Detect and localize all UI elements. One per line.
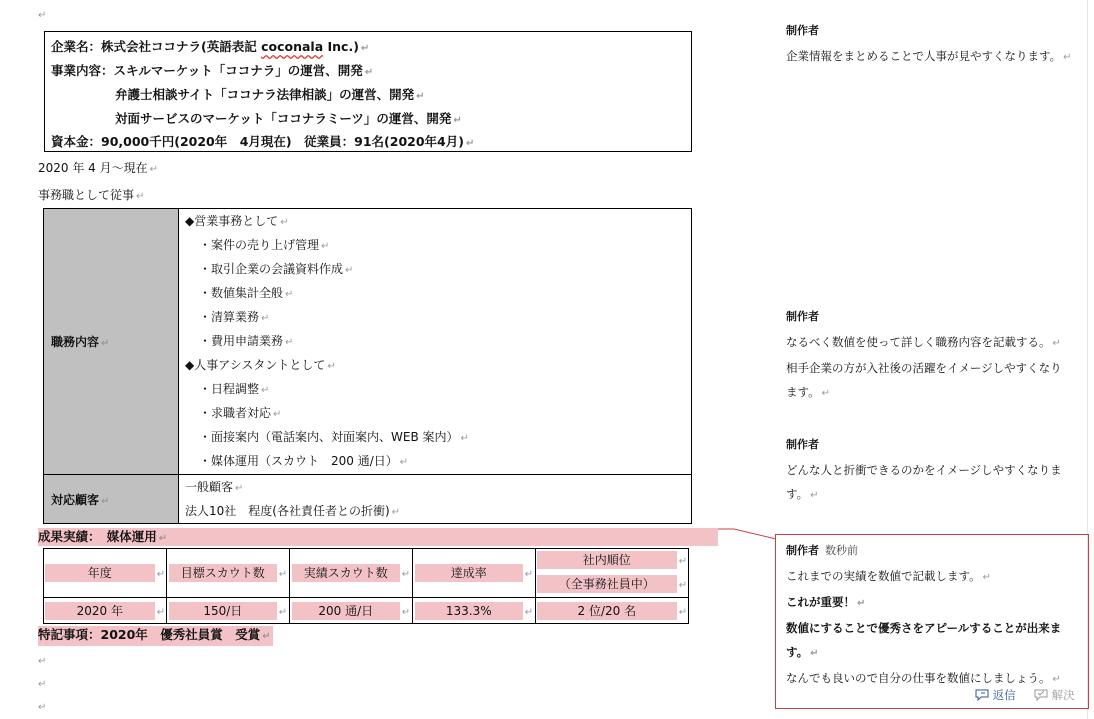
duties-content-cell[interactable] (179, 209, 692, 475)
results-value-cell: 200 通/日 ↵ (290, 598, 413, 624)
paragraph-mark: ↵ (136, 191, 145, 202)
comment-author: 制作者 数秒前 (786, 544, 858, 557)
business-line-1 (51, 61, 373, 79)
duties-label: 職務内容 (51, 335, 100, 349)
business-text-2: 弁護士相談サイト「ココナラ法律相談」の運営、開発 (115, 87, 415, 102)
comment-author: 制作者 (786, 310, 819, 323)
company-name-tail: Inc.) (323, 39, 359, 54)
reply-icon (975, 689, 989, 701)
paragraph-mark: ↵ (38, 656, 47, 667)
comment-2[interactable] (786, 308, 1078, 406)
comment-time: 数秒前 (825, 544, 858, 557)
role-line (38, 186, 144, 203)
reply-button[interactable] (975, 687, 1016, 703)
clients-label: 対応顧客 (51, 492, 100, 507)
duty-item: ◆営業事務として ↵ (185, 214, 289, 228)
capital-text: 資本金：90,000千円(2020年 4月現在) 従業員：91名(2020年4月) (51, 134, 464, 149)
comment-4[interactable] (786, 542, 1078, 692)
business-line-2 (115, 85, 425, 103)
duty-item: ・取引企業の会議資料作成 ↵ (199, 262, 354, 276)
duty-item: ・求職者対応 ↵ (199, 406, 282, 420)
paragraph-mark: ↵ (416, 91, 425, 102)
duty-item: ・清算業務 ↵ (199, 310, 270, 324)
clients-content-cell[interactable] (179, 475, 692, 524)
paragraph-mark: ↵ (453, 115, 462, 126)
duty-item: ◆人事アシスタントとして ↵ (185, 358, 336, 372)
business-text-3: 対面サービスのマーケット「ココナラミーツ」の運営、開発 (115, 111, 452, 126)
results-title[interactable]: 成果実績： 媒体運用 ↵ (38, 529, 168, 544)
comment-3[interactable] (786, 436, 1078, 508)
duty-item: ・日程調整 ↵ (199, 382, 270, 396)
paragraph-mark: ↵ (360, 43, 370, 54)
period-line (38, 159, 158, 176)
results-header-cell: 年度 ↵ (44, 549, 167, 598)
comment-text: ます。 ↵ (786, 385, 830, 399)
period-text: 2020 年 4 月～現在 (38, 161, 148, 175)
duty-item: ・数値集計全般 ↵ (199, 286, 294, 300)
client-item: 一般顧客 ↵ (185, 480, 244, 494)
comment-text: 数値にすることで優秀さをアピールすることが出来ま (786, 621, 1062, 635)
business-text-1: 事業内容：スキルマーケット「ココナラ」の運営、開発 (51, 63, 363, 78)
clients-label-cell: 対応顧客 ↵ (44, 475, 179, 524)
results-header-cell: 達成率 ↵ (413, 549, 536, 598)
paragraph-mark: ↵ (465, 138, 475, 149)
duty-item: ・媒体運用（スカウト 200 通/日） ↵ (199, 454, 409, 468)
comment-text: これまでの実績を数値で記載します。 ↵ (786, 569, 991, 583)
comment-text: す。 ↵ (786, 645, 819, 659)
comment-text: 相手企業の方が入社後の活躍をイメージしやすくなり (786, 361, 1062, 375)
results-header-cell: 目標スカウト数 ↵ (167, 549, 290, 598)
paragraph-mark: ↵ (38, 702, 47, 713)
client-item: 法人10社 程度(各社責任者との折衝) ↵ (185, 504, 401, 518)
comment-1[interactable] (786, 22, 1078, 70)
comment-text: どんな人と折衝できるのかをイメージしやすくなりま (786, 463, 1062, 477)
company-name-line (51, 37, 369, 55)
company-name-text: 企業名：株式会社ココナラ(英語表記 (51, 39, 262, 54)
business-line-3 (115, 109, 462, 127)
paragraph-mark: ↵ (101, 338, 110, 349)
resolve-button[interactable] (1034, 687, 1075, 703)
duty-item: ・案件の売り上げ管理 ↵ (199, 238, 330, 252)
duty-item: ・費用申請業務 ↵ (199, 334, 294, 348)
resolve-label: 解決 (1051, 688, 1075, 702)
paragraph-mark: ↵ (38, 10, 47, 21)
paragraph-mark: ↵ (364, 67, 374, 78)
comment-text: なんでも良いので自分の仕事を数値にしましょう。 ↵ (786, 671, 1061, 685)
results-value-cell: 2020 年 ↵ (44, 598, 167, 624)
comment-text: なるべく数値を使って詳しく職務内容を記載する。 ↵ (786, 335, 1061, 349)
results-value-cell: 150/日 ↵ (167, 598, 290, 624)
results-value-cell: 2 位/20 名 ↵ (536, 598, 689, 624)
special-note[interactable]: 特記事項：2020年 優秀社員賞 受賞 ↵ (38, 626, 273, 646)
rank-header-cell: 社内順位 ↵ （全事務社員中） ↵ (536, 549, 689, 598)
comment-author: 制作者 (786, 24, 819, 37)
comment-text: す。 ↵ (786, 487, 819, 501)
paragraph-mark: ↵ (38, 679, 47, 690)
capital-line (51, 132, 474, 150)
comment-text: 企業情報をまとめることで人事が見やすくなります。 ↵ (786, 49, 1072, 63)
comment-text: これが重要！ ↵ (786, 595, 866, 609)
role-text: 事務職として従事 (38, 188, 135, 202)
comment-author: 制作者 (786, 438, 819, 451)
spelling-error-word[interactable]: coconala (261, 39, 324, 54)
comments-pane (775, 0, 1094, 719)
duty-item: ・面接案内（電話案内、対面案内、WEB 案内） ↵ (199, 430, 469, 444)
company-info-box[interactable] (44, 31, 692, 152)
comment-anchor-area (718, 528, 778, 540)
reply-label: 返信 (992, 688, 1016, 702)
resolve-icon (1034, 689, 1048, 701)
results-table[interactable] (43, 548, 689, 624)
duties-label-cell (44, 209, 179, 475)
paragraph-mark: ↵ (149, 164, 159, 175)
duties-table[interactable] (43, 208, 692, 524)
results-value-cell: 133.3% ↵ (413, 598, 536, 624)
results-header-cell: 実績スカウト数 ↵ (290, 549, 413, 598)
